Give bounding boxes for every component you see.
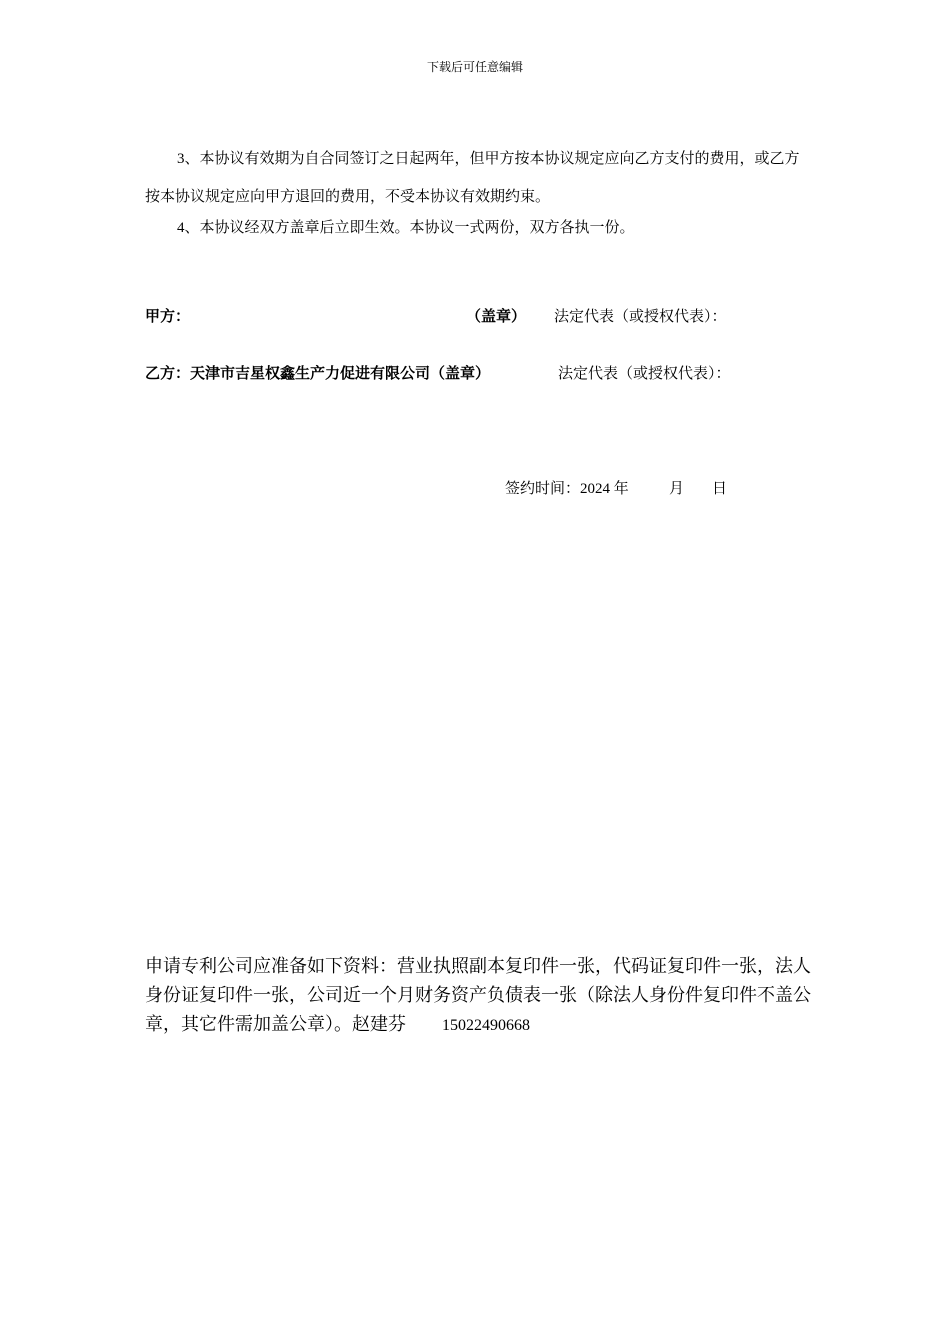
party-b-label: 乙方：天津市吉星权鑫生产力促进有限公司（盖章） [145,365,491,382]
contact-phone: 15022490668 [442,1017,530,1034]
application-notice [145,952,815,1040]
clause-3: 3、本协议有效期为自合同签订之日起两年，但甲方按本协议规定应向乙方支付的费用，或乙方按本协议规定应向甲方退回的费用，不受本协议有效期约束。 [145,151,800,205]
party-a-representative: 法定代表（或授权代表）： [554,309,727,325]
page-header: 下载后可任意编辑 [426,60,523,74]
party-b-representative: 法定代表（或授权代表）： [558,366,731,382]
clause-4: 4、本协议经双方盖章后立即生效。本协议一式两份，双方各执一份。 [177,220,635,236]
party-a-seal: （盖章） [466,308,527,325]
signing-date-label: 签约时间：2024 年 [505,481,629,497]
notice-text: 申请专利公司应准备如下资料：营业执照副本复印件一张，代码证复印件一张，法人身份证复印件一张，公司近一个月财务资产负债表一张（除法人身份件复印件不盖公章，其它件需加盖公章）。赵建芬 [145,956,811,1034]
signing-day: 日 [712,481,728,497]
signing-month: 月 [669,481,685,497]
party-a-label: 甲方： [145,308,191,325]
